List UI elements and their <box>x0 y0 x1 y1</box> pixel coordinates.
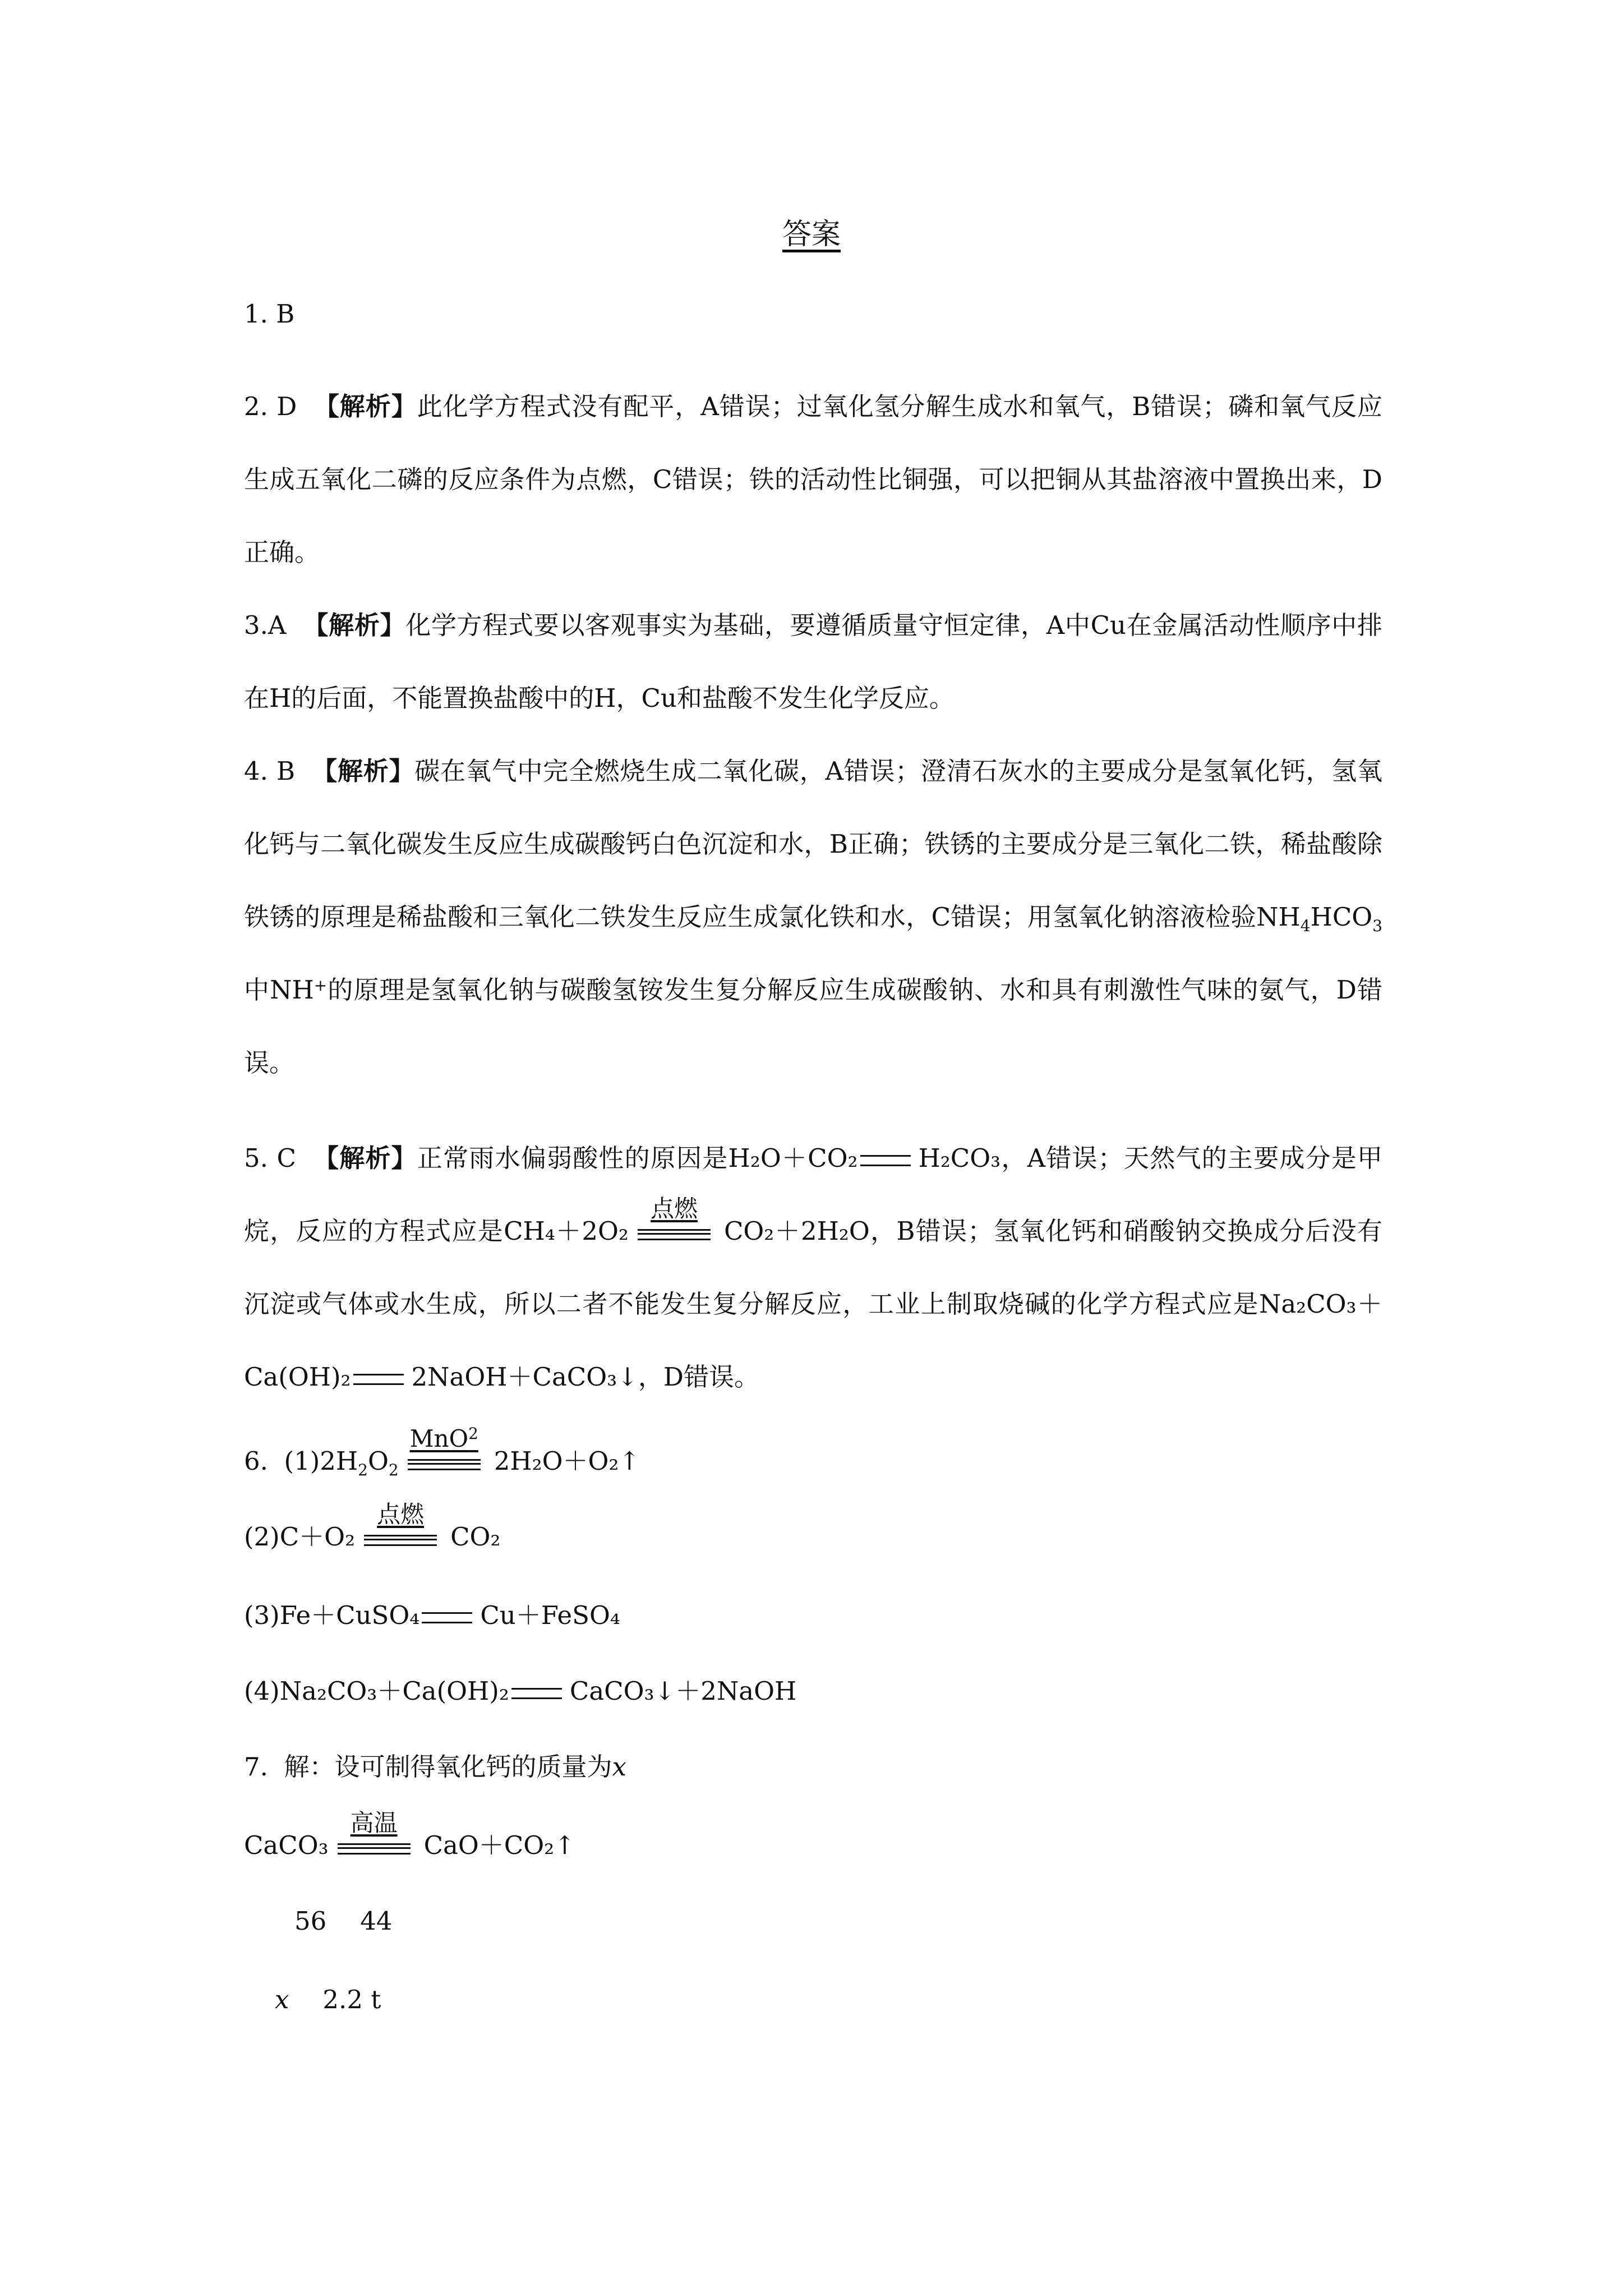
answer-5-number: 5. C <box>244 1143 296 1173</box>
answer-2-tag: 【解析】 <box>313 392 417 421</box>
answer-2-text: 此化学方程式没有配平，A错误；过氧化氢分解生成水和氧气，B错误；磷和氧气反应生成五氧化二磷的反应条件为点燃，C错误；铁的活动性比铜强，可以把铜从其盐溶液中置换出来，D正确。 <box>244 392 1383 567</box>
equation-methane-combustion: CH₄＋2O₂ 点燃 CO₂＋2H₂O <box>504 1194 870 1246</box>
answer-3-number: 3.A <box>244 610 287 640</box>
answer-6-part-3: (3)Fe＋CuSO₄ Cu＋FeSO₄ <box>244 1600 620 1630</box>
equation-carbonic-acid: H₂O＋CO₂ H₂CO₃ <box>728 1143 1001 1173</box>
answer-2-number: 2. D <box>244 392 297 421</box>
answer-4-number: 4. B <box>244 756 296 786</box>
answer-4-text-2: 的原理是氢氧化钠与碳酸氢铵发生复分解反应生成碳酸钠、水和具有刺激性气味的氨气，D错误。 <box>244 975 1382 1078</box>
answer-1: 1. B <box>244 299 295 329</box>
answer-7-equation: CaCO₃ 高温 CaO＋CO₂↑ <box>244 1809 575 1860</box>
page-title: 答案 <box>782 218 841 251</box>
ammonium-ion: NH+ <box>270 975 328 1005</box>
formula-nh4hco3: $NH_4HCO_3$ <box>1256 902 1382 935</box>
answer-2 <box>244 370 1382 589</box>
answer-5-tag: 【解析】 <box>313 1143 417 1173</box>
answer-3-text: 化学方程式要以客观事实为基础，要遵循质量守恒定律，A中Cu在金属活动性顺序中排在H的后面，不能置换盐酸中的H，Cu和盐酸不发生化学反应。 <box>244 610 1382 713</box>
answer-6-part-4: (4)Na₂CO₃＋Ca(OH)₂ CaCO₃↓＋2NaOH <box>244 1676 797 1706</box>
answer-5: 5. C 【解析】正常雨水偏弱酸性的原因是H₂O＋CO₂ H₂CO₃，A错误；天然气的主要成分是甲烷，反应的方程式应是CH₄＋2O₂ 点燃 CO₂＋2H₂O，B错误；氢氧化钙和硝酸钠交换成分后没有沉淀或气体或水生成，所以二者不能发生复分解反应，工业上制取烧碱的化学方程式应是Na₂CO₃＋Ca(OH)₂ 2NaOH＋CaCO₃↓，D错误。 <box>244 1143 1383 1392</box>
answer-4-tag: 【解析】 <box>312 756 415 786</box>
answer-6-part-1: 6. $(1)2H_2O_2$ MnO$^2$ 2H₂O＋O₂↑ <box>244 1424 640 1479</box>
answer-7-intro: 7. 解：设可制得氧化钙的质量为x <box>244 1752 626 1782</box>
answer-3 <box>244 589 1382 735</box>
answer-7-molar-mass-row: 56 44 <box>294 1906 393 1936</box>
answer-3-tag: 【解析】 <box>303 610 406 640</box>
answer-4: 4. B 【解析】碳在氧气中完全燃烧生成二氧化碳，A错误；澄清石灰水的主要成分是氢氧化钙，氢氧化钙与二氧化碳发生反应生成碳酸钙白色沉淀和水，B正确；铁锈的主要成分是三氧化二铁，稀盐酸除铁锈的原理是稀盐酸和三氧化二铁发生反应生成氯化铁和水，C错误；用氢氧化钠溶液检验$NH_4HCO_3$中NH+的原理是氢氧化钠与碳酸氢铵发生复分解反应生成碳酸钠、水和具有刺激性气味的氨气，D错误。 <box>244 756 1382 1078</box>
answer-6-part-2: (2)C＋O₂ 点燃 CO₂ <box>244 1500 501 1552</box>
answer-4-text-1: 碳在氧气中完全燃烧生成二氧化碳，A错误；澄清石灰水的主要成分是氢氧化钙，氢氧化钙与二氧化碳发生反应生成碳酸钙白色沉淀和水，B正确；铁锈的主要成分是三氧化二铁，稀盐酸除铁锈的原理是稀盐酸和三氧化二铁发生反应生成氯化铁和水，C错误；用氢氧化钠溶液检验 <box>244 756 1382 932</box>
equation-caustic-soda: Na₂CO₃＋Ca(OH)₂ 2NaOH＋CaCO₃↓ <box>244 1289 1382 1392</box>
answer-7-mass-row: x 2.2 t <box>275 1985 381 2014</box>
